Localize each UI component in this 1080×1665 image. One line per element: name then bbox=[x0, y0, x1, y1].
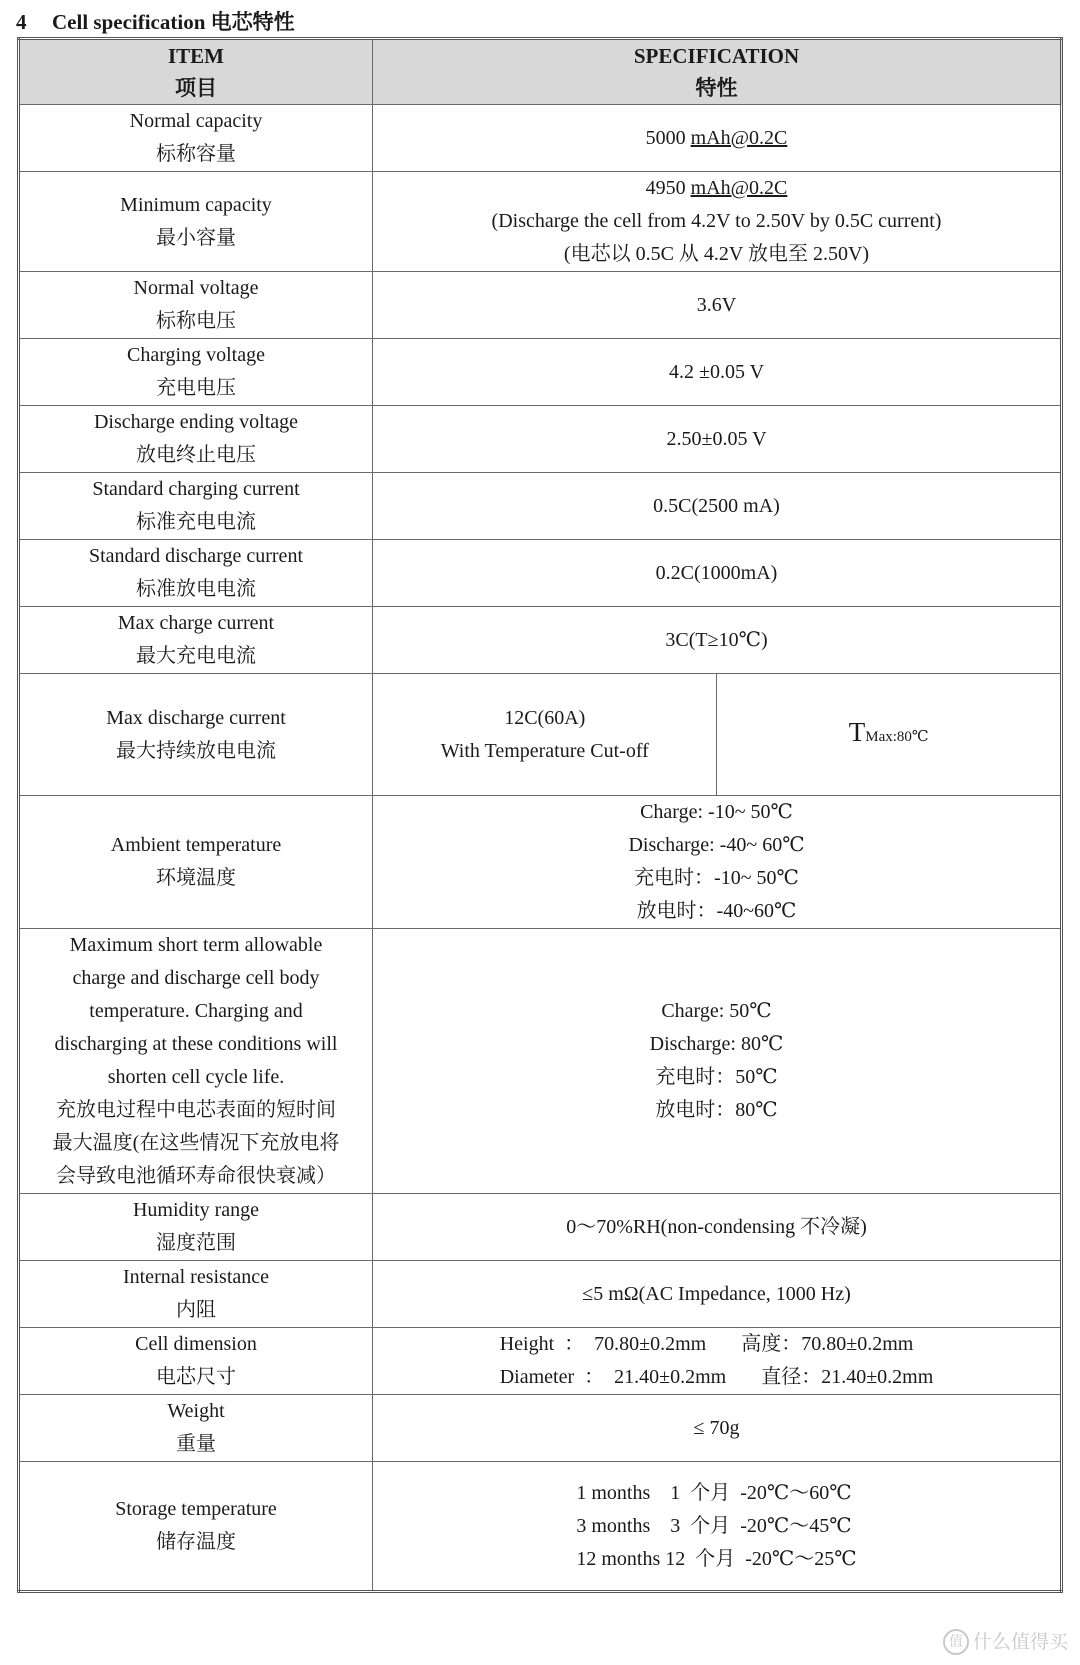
item-cell bbox=[19, 339, 373, 406]
item-cell bbox=[19, 674, 373, 796]
header-item-en: ITEM bbox=[167, 44, 224, 68]
header-item-cell bbox=[19, 39, 373, 105]
table-row bbox=[19, 796, 1062, 929]
table-row bbox=[19, 1328, 1062, 1395]
spec-value-underlined: mAh@0.2C bbox=[690, 177, 788, 199]
item-label-line: 最大持续放电电流 bbox=[116, 739, 276, 762]
item-cell bbox=[19, 1261, 373, 1328]
spec-line: 2.50±0.05 V bbox=[666, 427, 767, 450]
spec-cell bbox=[373, 1328, 1062, 1395]
spec-line: 0～70%RH(non-condensing 不冷凝) bbox=[566, 1215, 867, 1238]
table-header-row bbox=[19, 39, 1062, 105]
spec-table-body bbox=[19, 39, 1062, 1592]
item-cell bbox=[19, 172, 373, 272]
spec-cell bbox=[373, 473, 1062, 540]
spec-cell bbox=[373, 929, 1062, 1194]
table-row bbox=[19, 1462, 1062, 1592]
spec-line: 3C(T≥10℃) bbox=[665, 628, 768, 651]
spec-cell-right bbox=[717, 674, 1062, 796]
spec-cell bbox=[373, 105, 1062, 172]
spec-line: 12 months 12 个月 -20℃～25℃ bbox=[576, 1547, 857, 1570]
item-label-line: 充放电过程中电芯表面的短时间 bbox=[56, 1099, 336, 1121]
spec-line: 放电时：-40~60℃ bbox=[636, 900, 797, 922]
spec-line: ≤ 70g bbox=[693, 1416, 740, 1439]
spec-value: 5000 bbox=[645, 126, 691, 149]
section-title: Cell specification 电芯特性 bbox=[52, 10, 295, 34]
spec-cell bbox=[373, 172, 1062, 272]
item-label-line: charge and discharge cell body bbox=[72, 967, 320, 989]
watermark-logo-icon: 值 bbox=[943, 1629, 969, 1655]
temperature-symbol: T bbox=[848, 716, 866, 747]
table-row bbox=[19, 1395, 1062, 1462]
spec-table bbox=[17, 37, 1063, 1593]
spec-line: (电芯以 0.5C 从 4.2V 放电至 2.50V) bbox=[563, 243, 870, 265]
spec-line: Height ： 70.80±0.2mm 高度：70.80±0.2mm bbox=[499, 1333, 914, 1355]
spec-cell bbox=[373, 796, 1062, 929]
item-label-line: Charging voltage bbox=[127, 344, 265, 366]
item-label-line: 储存温度 bbox=[156, 1531, 236, 1553]
spec-line: 3 months 3 个月 -20℃～45℃ bbox=[576, 1514, 852, 1537]
item-label-line: 标准充电电流 bbox=[136, 511, 256, 533]
spec-line: 0.5C(2500 mA) bbox=[653, 494, 780, 517]
spec-cell bbox=[373, 1395, 1062, 1462]
item-label-line: Weight bbox=[167, 1400, 225, 1422]
table-row bbox=[19, 473, 1062, 540]
item-label-line: temperature. Charging and bbox=[89, 1000, 303, 1022]
spec-cell bbox=[373, 540, 1062, 607]
watermark-text: 什么值得买 bbox=[972, 1630, 1068, 1653]
item-cell bbox=[19, 1395, 373, 1462]
table-row bbox=[19, 172, 1062, 272]
item-label-line: Standard charging current bbox=[92, 478, 300, 500]
item-label-line: Discharge ending voltage bbox=[93, 411, 298, 433]
spec-line bbox=[379, 122, 1054, 155]
item-label-line: Maximum short term allowable bbox=[69, 934, 323, 956]
spec-line: 放电时：80℃ bbox=[655, 1099, 778, 1121]
spec-line: 0.2C(1000mA) bbox=[655, 561, 778, 584]
item-cell bbox=[19, 473, 373, 540]
item-cell bbox=[19, 607, 373, 674]
spec-line: Charge: -10~ 50℃ bbox=[640, 801, 793, 823]
table-row bbox=[19, 929, 1062, 1194]
spec-cell bbox=[373, 339, 1062, 406]
item-label-line: 电芯尺寸 bbox=[156, 1366, 236, 1388]
table-row bbox=[19, 272, 1062, 339]
header-spec-cell bbox=[373, 39, 1062, 105]
spec-cell-left bbox=[373, 674, 717, 796]
item-cell bbox=[19, 272, 373, 339]
spec-value: 4950 bbox=[645, 177, 691, 199]
spec-block bbox=[576, 1477, 856, 1576]
item-label-line: Cell dimension bbox=[135, 1333, 257, 1355]
item-label-line: 放电终止电压 bbox=[136, 444, 256, 466]
spec-line: 1 months 1 个月 -20℃～60℃ bbox=[576, 1481, 852, 1504]
item-label-line: 会导致电池循环寿命很快衰减） bbox=[56, 1165, 336, 1187]
item-cell bbox=[19, 929, 373, 1194]
table-row bbox=[19, 339, 1062, 406]
table-row bbox=[19, 607, 1062, 674]
spec-line: 4.2 ±0.05 V bbox=[668, 360, 765, 383]
item-label-line: 重量 bbox=[176, 1433, 216, 1455]
spec-cell bbox=[373, 607, 1062, 674]
item-label-line: Ambient temperature bbox=[110, 834, 282, 856]
item-cell bbox=[19, 105, 373, 172]
item-label-line: Max charge current bbox=[117, 612, 275, 634]
item-label-line: shorten cell cycle life. bbox=[107, 1066, 285, 1088]
item-cell bbox=[19, 1462, 373, 1592]
item-label-line: Normal voltage bbox=[133, 277, 259, 299]
item-label-line: 内阻 bbox=[176, 1299, 216, 1321]
spec-cell bbox=[373, 1261, 1062, 1328]
item-label-line: Storage temperature bbox=[115, 1498, 277, 1520]
item-label-line: Max discharge current bbox=[106, 706, 286, 729]
spec-line: Discharge: 80℃ bbox=[649, 1033, 784, 1055]
item-label-line: 标准放电电流 bbox=[136, 578, 256, 600]
spec-cell bbox=[373, 1194, 1062, 1261]
table-row bbox=[19, 540, 1062, 607]
spec-line: With Temperature Cut-off bbox=[440, 739, 649, 762]
section-heading bbox=[16, 6, 295, 36]
item-label-line: 充电电压 bbox=[156, 377, 236, 399]
spec-line: Charge: 50℃ bbox=[661, 1000, 772, 1022]
item-label-line: discharging at these conditions will bbox=[54, 1033, 338, 1055]
item-cell bbox=[19, 796, 373, 929]
item-cell bbox=[19, 540, 373, 607]
header-spec-en: SPECIFICATION bbox=[633, 44, 800, 68]
item-label-line: 湿度范围 bbox=[156, 1232, 236, 1254]
item-label-line: Internal resistance bbox=[122, 1266, 270, 1288]
spec-block bbox=[500, 1328, 934, 1394]
spec-line: 充电时：50℃ bbox=[655, 1066, 778, 1088]
table-row bbox=[19, 105, 1062, 172]
spec-line: ≤5 mΩ(AC Impedance, 1000 Hz) bbox=[582, 1282, 851, 1305]
table-row bbox=[19, 674, 1062, 796]
item-label-line: Minimum capacity bbox=[120, 193, 272, 216]
temperature-max-value: Max:80℃ bbox=[865, 728, 929, 745]
item-label-line: Humidity range bbox=[132, 1199, 260, 1221]
item-label-line: 最大温度(在这些情况下充放电将 bbox=[52, 1132, 340, 1154]
item-label-line: 最大充电电流 bbox=[136, 645, 256, 667]
spec-line bbox=[379, 172, 1054, 205]
item-label-line: 标称电压 bbox=[156, 310, 236, 332]
spec-value-underlined: mAh@0.2C bbox=[690, 126, 788, 149]
item-cell bbox=[19, 1194, 373, 1261]
table-row bbox=[19, 1194, 1062, 1261]
spec-line: Discharge: -40~ 60℃ bbox=[628, 834, 805, 856]
spec-line: 12C(60A) bbox=[504, 706, 586, 729]
item-label-line: 环境温度 bbox=[156, 867, 236, 889]
section-number: 4 bbox=[16, 10, 27, 34]
item-label-line: Standard discharge current bbox=[89, 545, 303, 567]
watermark bbox=[943, 1627, 1068, 1656]
spec-cell bbox=[373, 272, 1062, 339]
item-label-line: 最小容量 bbox=[156, 226, 236, 249]
temperature-max bbox=[848, 716, 929, 747]
item-cell bbox=[19, 406, 373, 473]
table-row bbox=[19, 1261, 1062, 1328]
spec-line: 充电时：-10~ 50℃ bbox=[634, 867, 799, 889]
item-label-line: Normal capacity bbox=[129, 110, 263, 132]
spec-line: Diameter ： 21.40±0.2mm 直径：21.40±0.2mm bbox=[499, 1366, 934, 1388]
header-spec-zh: 特性 bbox=[695, 76, 738, 100]
table-row bbox=[19, 406, 1062, 473]
spec-line: (Discharge the cell from 4.2V to 2.50V by 0.5C current) bbox=[491, 210, 942, 232]
item-label-line: 标称容量 bbox=[156, 143, 236, 165]
spec-cell bbox=[373, 406, 1062, 473]
item-cell bbox=[19, 1328, 373, 1395]
spec-line: 3.6V bbox=[696, 293, 737, 316]
header-item-zh: 项目 bbox=[175, 76, 217, 100]
spec-cell bbox=[373, 1462, 1062, 1592]
